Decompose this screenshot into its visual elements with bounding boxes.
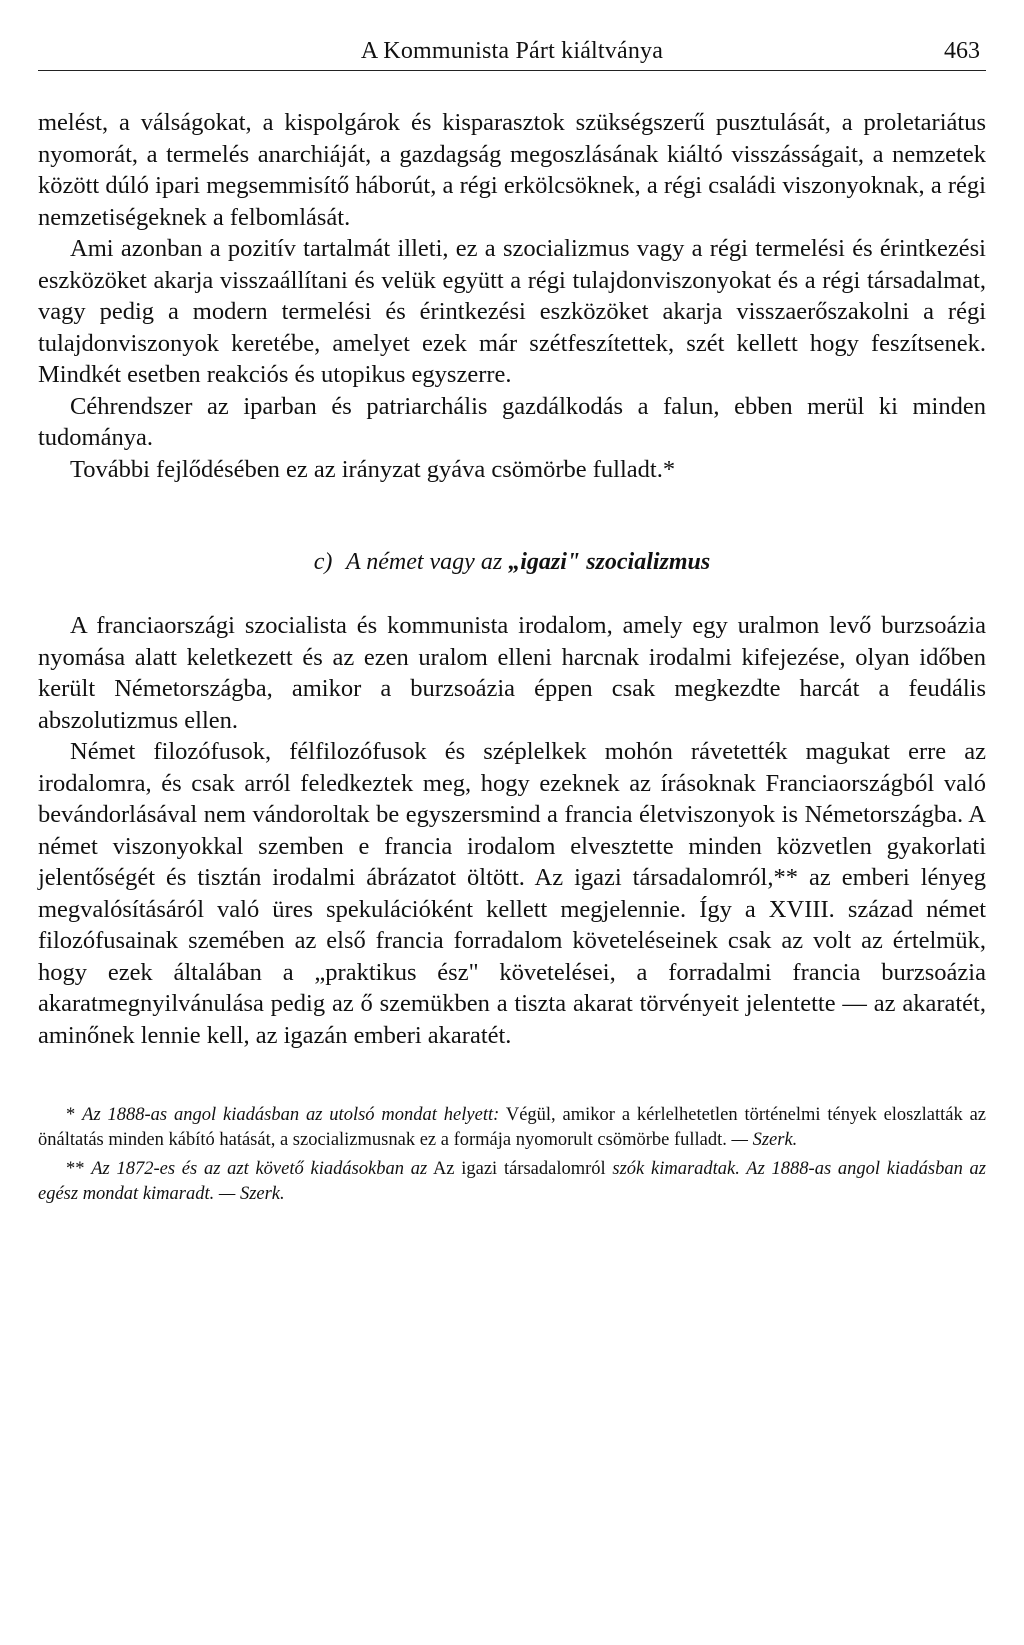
running-title: A Kommunista Párt kiáltványa — [360, 38, 664, 64]
footnote-mark: ** — [66, 1159, 85, 1179]
footnote — [38, 1103, 986, 1153]
section-title-prefix: A német vagy az — [346, 549, 503, 575]
footnote-lead: Az 1888-as angol kiadásban az utolsó mondat helyett: — [82, 1105, 500, 1125]
footnote-editor-note: — Szerk. — [731, 1130, 798, 1150]
footnote-text: Végül, amikor a kérlelhetetlen történelmi tények eloszlatták az önáltatás minden kábító hatását, a szocializmusnak ez a formája nyomorult csömörbe fulladt. — [38, 1105, 986, 1150]
running-header — [38, 30, 986, 71]
paragraph: A franciaországi szocialista és kommunista irodalom, amely egy uralmon levő burzsoázia nyomása alatt keletkezett és az ezen uralom elleni harcnak irodalmi kifejezése, olyan időben került Németországba, amikor a burzsoázia éppen csak megkezdte harcát a feudális abszolutizmus ellen. — [38, 612, 986, 734]
paragraph: Ami azonban a pozitív tartalmát illeti, ez a szocializmus vagy a régi termelési és érintkezési eszközöket akarja visszaállítani és velük együtt a régi tulajdonviszonyokat és a régi társadalmat, vagy pedig a modern termelési és érintkezési eszközöket akarja visszaerőszakolni a régi tulajdonviszonyok keretébe, amelyet ezek már szétfeszítettek, szét kellett hogy feszítsenek. Mindkét esetben reakciós és utopikus egyszerre. — [38, 235, 986, 388]
section-heading — [38, 549, 986, 576]
paragraph: Német filozófusok, félfilozófusok és széplelkek mohón rávetették magukat erre az irodalomra, és csak arról feledkeztek meg, hogy ezeknek az írásoknak Franciaországból való bevándorlásával nem vándoroltak be egyszersmind a francia életviszonyok is Németországba. A német viszonyokkal szemben e francia irodalom elvesztette minden közvetlen gyakorlati jelentőségét és tisztán irodalmi ábrázatot öltött. Az igazi társadalomról,** az emberi lényeg megvalósításáról való üres spekulációként kellett megjelennie. Így a XVIII. század német filozófusainak szemében az első francia forradalom követeléseinek csak az volt az értelmük, hogy ezek általában a „praktikus ész" követelései, a forradalmi francia burzsoázia akaratmegnyilvánulása pedig az ő szemükben a tiszta akarat törvényeit jelentette — az akaratét, aminőnek lennie kell, az igazán emberi akaratét. — [38, 738, 986, 1049]
section-body-text — [38, 610, 986, 1051]
paragraph: Céhrendszer az iparban és patriarchális gazdálkodás a falun, ebben merül ki minden tudománya. — [38, 392, 986, 451]
section-title-suffix: szocializmus — [586, 549, 711, 575]
section-title-term: „igazi" — [508, 549, 581, 575]
footnote — [38, 1157, 986, 1207]
paragraph: További fejlődésében ez az irányzat gyáva csömörbe fulladt.* — [70, 455, 676, 483]
page-number: 463 — [944, 38, 980, 64]
document-page — [38, 30, 986, 1211]
footnote-lead: Az 1872-es és az azt követő kiadásokban az — [91, 1159, 428, 1179]
footnote-lead-after: szók kimaradtak. Az 1888-as angol kiadásban az egész mondat kimaradt. — [38, 1159, 987, 1204]
section-label: c) — [313, 549, 333, 575]
body-text — [38, 107, 986, 485]
footnote-text: Az igazi társadalomról — [432, 1159, 606, 1179]
footnotes — [38, 1103, 986, 1207]
footnote-editor-note: — Szerk. — [218, 1184, 285, 1204]
paragraph-continued: melést, a válságokat, a kispolgárok és kisparasztok szükségszerű pusztulását, a proletariátus nyomorát, a termelés anarchiáját, a gazdagság megoszlásának kiáltó visszásságait, a nemzetek között dúló ipari megsemmisítő háborút, a régi erkölcsöknek, a régi családi viszonyoknak, a régi nemzetiségeknek a felbomlását. — [38, 109, 986, 231]
footnote-mark: * — [66, 1105, 76, 1125]
